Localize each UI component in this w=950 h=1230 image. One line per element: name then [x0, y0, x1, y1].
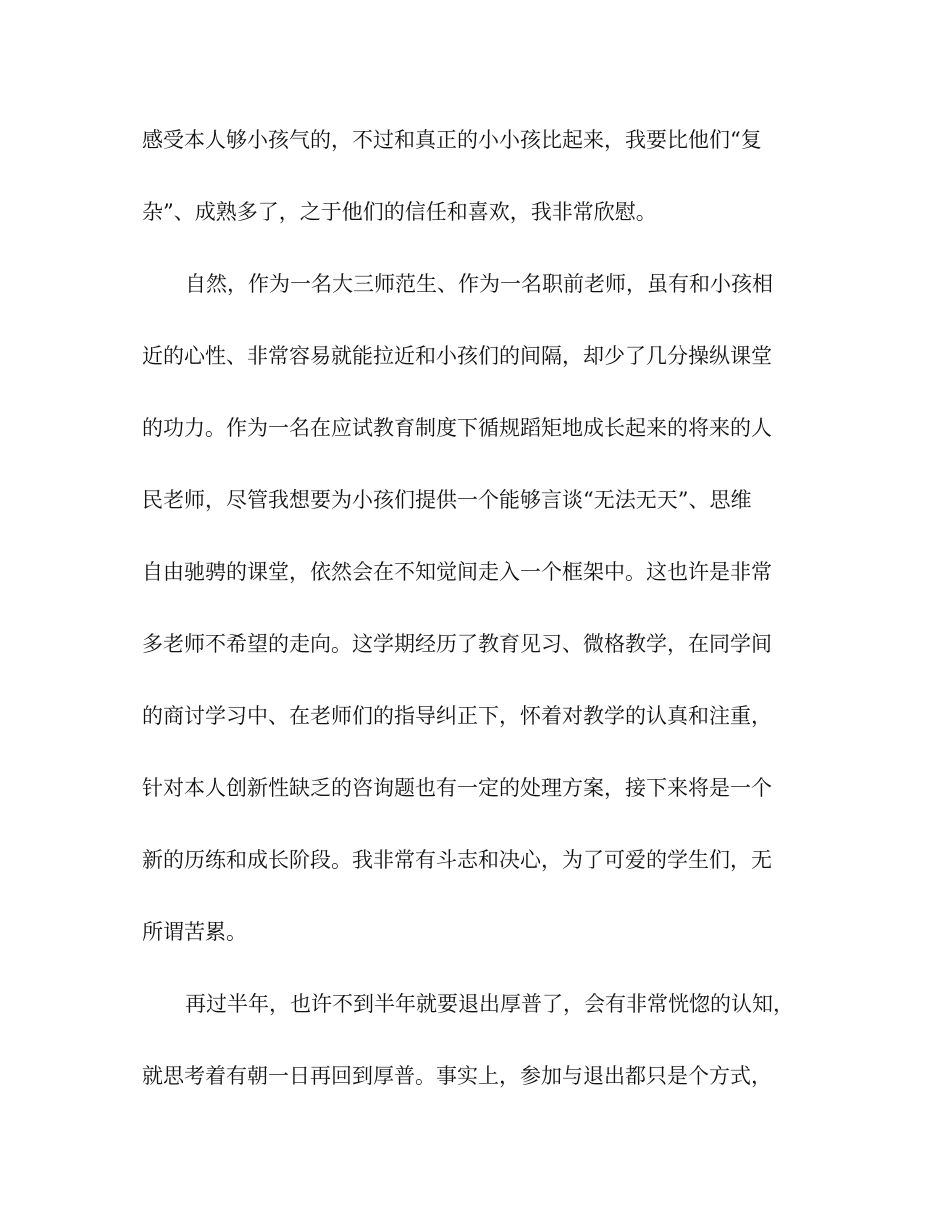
text-line: 杂”、成熟多了，之于他们的信任和喜欢，我非常欣慰。 — [142, 200, 657, 224]
text-line: 所谓苦累。 — [142, 920, 247, 944]
paragraph-start-line: 再过半年，也许不到半年就要退出厚普了，会有非常恍惚的认知， — [185, 992, 794, 1016]
text-line: 多老师不希望的走向。这学期经历了教育见习、微格教学，在同学间 — [142, 632, 772, 656]
document-body — [142, 118, 812, 1126]
text-line: 针对本人创新性缺乏的咨询题也有一定的处理方案，接下来将是一个 — [142, 776, 772, 800]
text-line: 新的历练和成长阶段。我非常有斗志和决心，为了可爱的学生们，无 — [142, 848, 772, 872]
text-line: 的功力。作为一名在应试教育制度下循规蹈矩地成长起来的将来的人 — [142, 416, 772, 440]
text-line: 的商讨学习中、在老师们的指导纠正下，怀着对教学的认真和注重， — [142, 704, 772, 728]
text-line: 感受本人够小孩气的，不过和真正的小小孩比起来，我要比他们“复 — [142, 128, 762, 152]
text-line: 民老师，尽管我想要为小孩们提供一个能够言谈“无法无天”、思维 — [142, 488, 752, 512]
text-line: 自由驰骋的课堂，依然会在不知觉间走入一个框架中。这也许是非常 — [142, 560, 772, 584]
text-line: 就思考着有朝一日再回到厚普。事实上，参加与退出都只是个方式， — [142, 1064, 772, 1088]
paragraph-start-line: 自然，作为一名大三师范生、作为一名职前老师，虽有和小孩相 — [185, 272, 773, 296]
text-line: 近的心性、非常容易就能拉近和小孩们的间隔，却少了几分操纵课堂 — [142, 344, 772, 368]
